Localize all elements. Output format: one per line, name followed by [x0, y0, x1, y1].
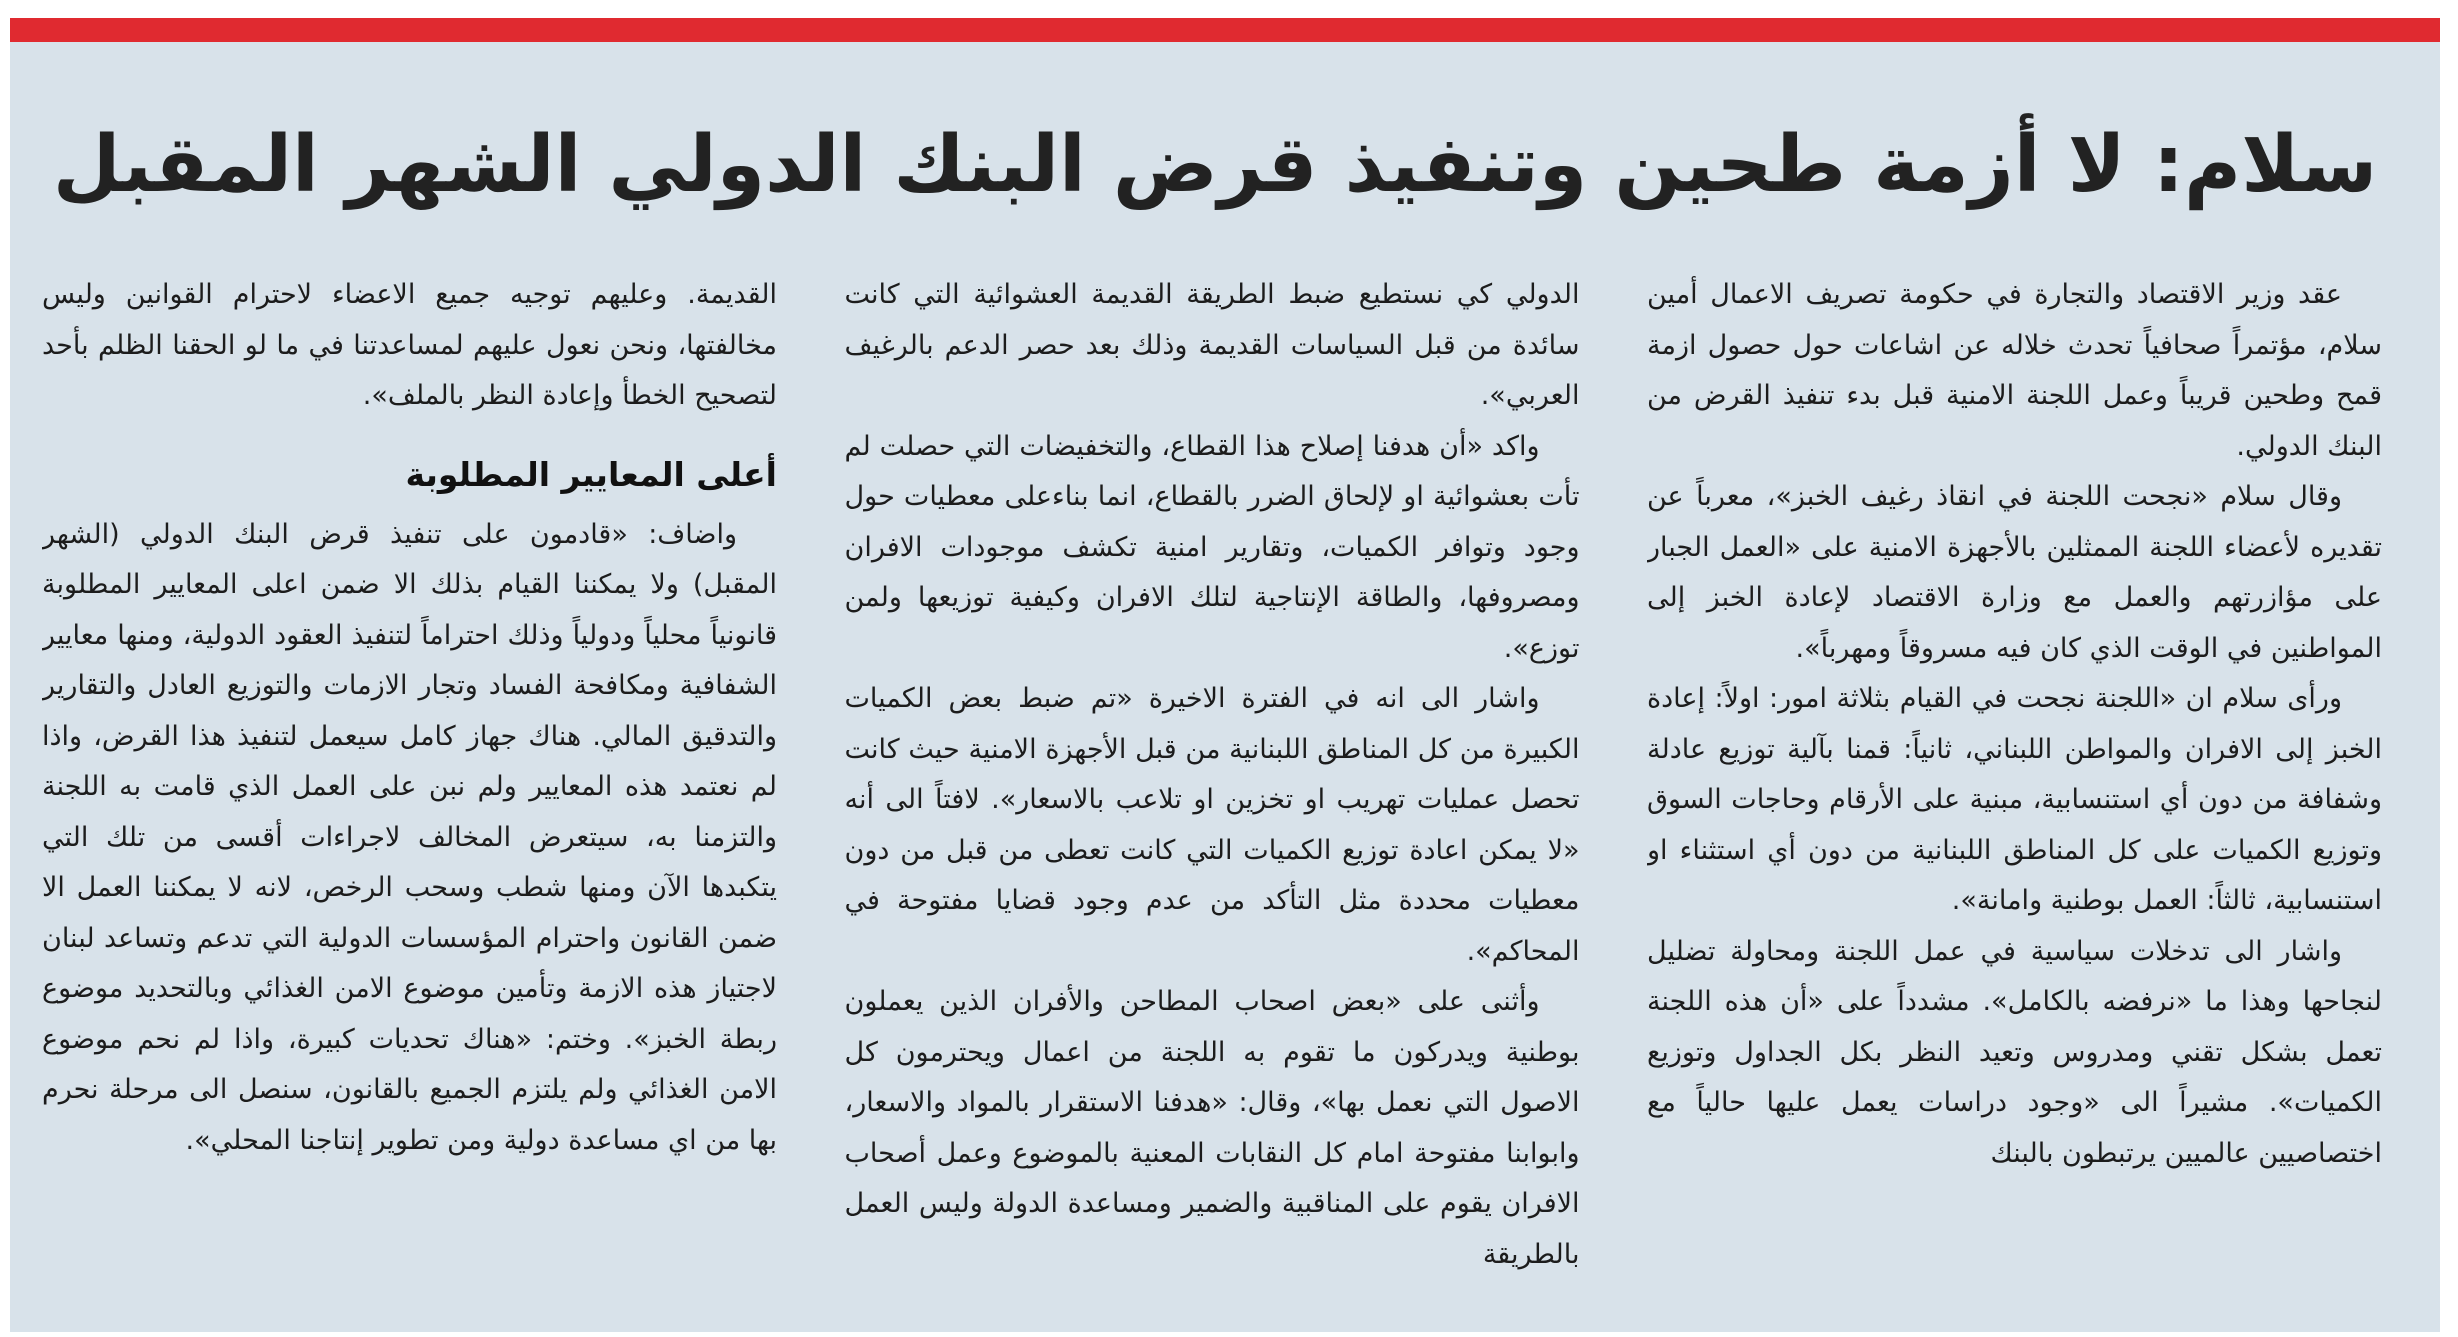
subheading: أعلى المعايير المطلوبة	[405, 454, 777, 494]
paragraph: ورأى سلام ان «اللجنة نجحت في القيام بثلاثة امور: اولاً: إعادة الخبز إلى الافران والمواطن اللبناني، ثانياً: قمنا بآلية توزيع عادلة وشفافة من دون أي استنسابية، مبنية على الأرقام وحاجات السوق وتوزيع الكميات على كل المناطق اللبنانية من دون أي استثناء او استنسابية، ثالثاً: العمل بوطنية وامانة».	[1647, 683, 2382, 916]
column-3	[42, 270, 777, 1320]
article-columns	[42, 270, 2382, 1320]
column-1	[1647, 270, 2382, 1320]
paragraph: عقد وزير الاقتصاد والتجارة في حكومة تصريف الاعمال أمين سلام، مؤتمراً صحافياً تحدث خلاله عن اشاعات حول حصول ازمة قمح وطحين قريباً وعمل اللجنة الامنية قبل بدء تنفيذ القرض من البنك الدولي.	[1647, 279, 2382, 462]
paragraph: القديمة. وعليهم توجيه جميع الاعضاء لاحترام القوانين وليس مخالفتها، ونحن نعول عليهم لمساعدتنا في ما لو الحقنا الظلم بأحد لتصحيح الخطأ وإعادة النظر بالملف».	[42, 279, 777, 411]
paragraph: واشار الى تدخلات سياسية في عمل اللجنة ومحاولة تضليل لنجاحها وهذا ما «نرفضه بالكامل». مشدداً على «أن هذه اللجنة تعمل بشكل تقني ومدروس وتعيد النظر بكل الجداول وتوزيع الكميات». مشيراً الى «وجود دراسات يعمل عليها حالياً مع اختصاصيين عالميين يرتبطون بالبنك	[1647, 935, 2382, 1169]
paragraph: واشار الى انه في الفترة الاخيرة «تم ضبط بعض الكميات الكبيرة من كل المناطق اللبنانية من قبل الأجهزة الامنية حيث كانت تحصل عمليات تهريب او تخزين او تلاعب بالاسعار». لافتاً الى أنه «لا يمكن اعادة توزيع الكميات التي كانت تعطى من قبل من دون معطيات محددة مثل التأكد من عدم وجود قضايا مفتوحة في المحاكم».	[844, 683, 1580, 967]
headline: سلام: لا أزمة طحين وتنفيذ قرض البنك الدولي الشهر المقبل	[52, 120, 2378, 210]
paragraph: وأثنى على «بعض اصحاب المطاحن والأفران الذين يعملون بوطنية ويدركون ما تقوم به اللجنة من اعمال ويحترمون كل الاصول التي نعمل بها»، وقال: «هدفنا الاستقرار بالمواد والاسعار، وابوابنا مفتوحة امام كل النقابات المعنية بالموضوع وعمل أصحاب الافران يقوم على المناقبية والضمير ومساعدة الدولة وليس العمل بالطريقة	[844, 986, 1580, 1270]
paragraph: وقال سلام «نجحت اللجنة في انقاذ رغيف الخبز»، معرباً عن تقديره لأعضاء اللجنة الممثلين بالأجهزة الامنية على «العمل الجبار على مؤازرتهم والعمل مع وزارة الاقتصاد لإعادة الخبز إلى المواطنين في الوقت الذي كان فيه مسروقاً ومهرباً».	[1647, 481, 2382, 664]
red-header-bar	[10, 18, 2440, 42]
paragraph: واضاف: «قادمون على تنفيذ قرض البنك الدولي (الشهر المقبل) ولا يمكننا القيام بذلك الا ضمن اعلى المعايير المطلوبة قانونياً محلياً ودولياً وذلك احتراماً لتنفيذ العقود الدولية، ومنها معايير الشفافية ومكافحة الفساد وتجار الازمات والتوزيع العادل والتقارير والتدقيق المالي. هناك جهاز كامل سيعمل لتنفيذ هذا القرض، واذا لم نعتمد هذه المعايير ولم نبن على العمل الذي قامت به اللجنة والتزمنا به، سيتعرض المخالف لاجراءات أقسى من تلك التي يتكبدها الآن ومنها شطب وسحب الرخص، لانه لا يمكننا العمل الا ضمن القانون واحترام المؤسسات الدولية التي تدعم وتساعد لبنان لاجتياز هذه الازمة وتأمين موضوع الامن الغذائي وبالتحديد موضوع ربطة الخبز». وختم: «هناك تحديات كبيرة، واذا لم نحم موضوع الامن الغذائي ولم يلتزم الجميع بالقانون، سنصل الى مرحلة نحرم بها من اي مساعدة دولية ومن تطوير إنتاجنا المحلي».	[42, 518, 777, 1156]
paragraph: الدولي كي نستطيع ضبط الطريقة القديمة العشوائية التي كانت سائدة من قبل السياسات القديمة وذلك بعد حصر الدعم بالرغيف العربي».	[844, 279, 1580, 411]
paragraph: واكد «أن هدفنا إصلاح هذا القطاع، والتخفيضات التي حصلت لم تأت بعشوائية او لإلحاق الضرر بالقطاع، انما بناءعلى معطيات حول وجود وتوافر الكميات، وتقارير امنية تكشف موجودات الافران ومصروفها، والطاقة الإنتاجية لتلك الافران وكيفية توزيعها ولمن توزع».	[844, 430, 1580, 664]
column-2	[845, 270, 1580, 1320]
